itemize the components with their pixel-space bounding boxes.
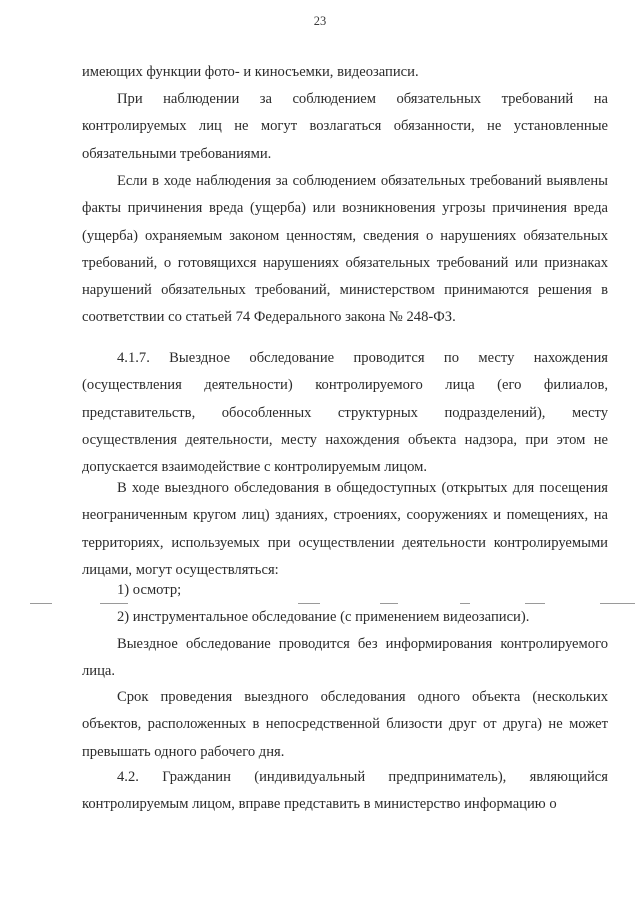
- paragraph-block: [82, 631, 608, 686]
- paragraph-continuation: [82, 59, 608, 86]
- page-number: 23: [313, 14, 327, 28]
- section-paragraph-4-1-7: 4.1.7. Выездное обследование проводится по месту нахождения (осуществления деятельности) контролируемого лица (его филиалов, представительств, обособленных структурных подразделений), месту осуществления деятельности, месту нахождения объекта надзора, при этом не допускается взаимодействие с контролируемым лицом.: [82, 350, 608, 476]
- paragraph-block: [82, 345, 608, 481]
- paragraph: При наблюдении за соблюдением обязательных требований на контролируемых лиц не могут возлагаться обязанности, не установленные обязательными требованиями.: [82, 91, 608, 162]
- paragraph-block: [82, 475, 608, 584]
- section-paragraph-4-2: 4.2. Гражданин (индивидуальный предприниматель), являющийся контролируемым лицом, вправе представить в министерство информацию о: [82, 769, 608, 813]
- paragraph: Выездное обследование проводится без информирования контролируемого лица.: [82, 636, 608, 680]
- paragraph: Если в ходе наблюдения за соблюдением обязательных требований выявлены факты причинения вреда (ущерба) или возникновения угрозы причинения вреда (ущерба) охраняемым законом ценностям, сведения о нарушениях обязательных требований, о готовящихся нарушениях обязательных требований или признаках нарушений обязательных требований, министерством принимаются решения в соответствии со статьей 74 Федерального закона № 248-ФЗ.: [82, 173, 608, 326]
- list-item: [82, 577, 608, 604]
- list-item-inspection: 1) осмотр;: [117, 582, 182, 598]
- paragraph-block: [82, 168, 608, 332]
- paragraph-block: [82, 86, 608, 168]
- paragraph: имеющих функции фото- и киносъемки, видеозаписи.: [82, 64, 419, 80]
- paragraph: В ходе выездного обследования в общедоступных (открытых для посещения неограниченным кругом лиц) зданиях, строениях, сооружениях и помещениях, на территориях, используемых при осуществлении деятельности контролируемыми лицами, могут осуществляться:: [82, 480, 608, 578]
- list-item: [82, 604, 608, 631]
- list-item-instrumental: 2) инструментальное обследование (с применением видеозаписи).: [117, 609, 530, 625]
- paragraph: Срок проведения выездного обследования одного объекта (нескольких объектов, расположенных в непосредственной близости друг от друга) не может превышать одного рабочего дня.: [82, 689, 608, 760]
- paragraph-block: [82, 684, 608, 766]
- paragraph-block: [82, 764, 608, 819]
